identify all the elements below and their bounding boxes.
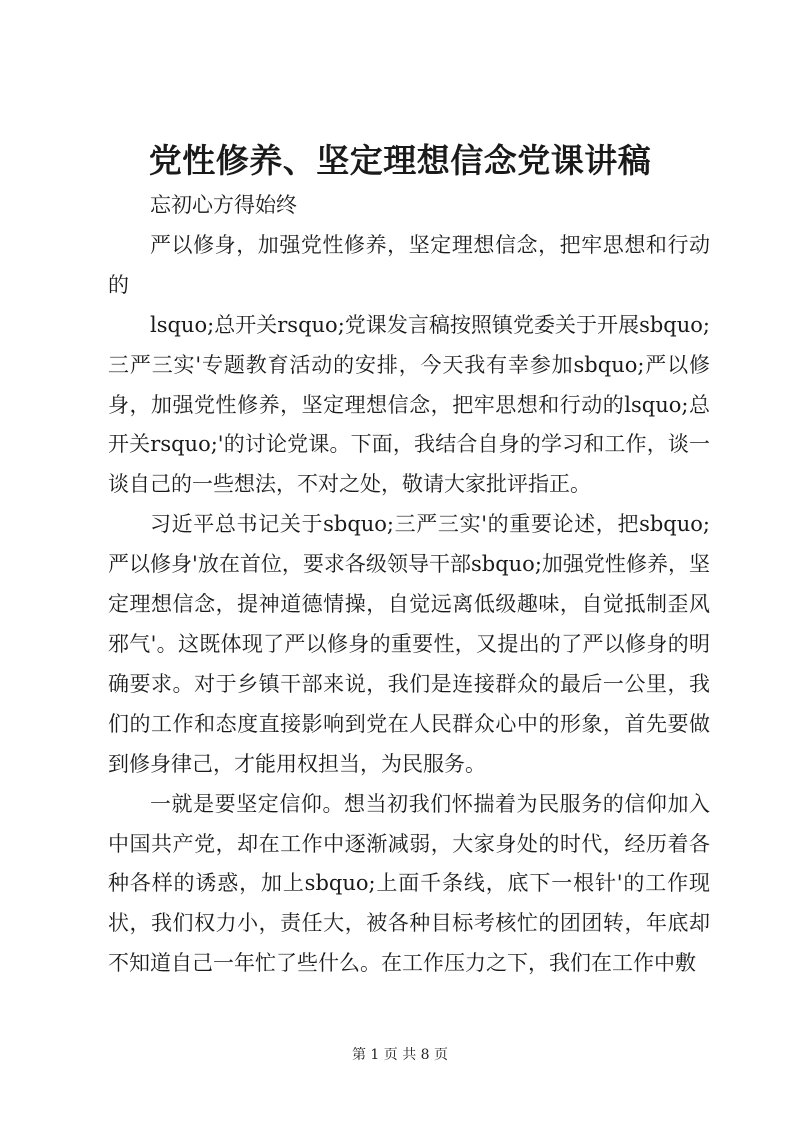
document-title: 党性修养、坚定理想信念党课讲稿 bbox=[148, 141, 652, 180]
paragraph: 习近平总书记关于sbquo;三严三实'的重要论述，把sbquo;严以修身'放在首位，要求各级领导干部sbquo;加强党性修养，坚定理想信念，提神道德情操，自觉远离低级趣味，自觉抵制歪风邪气'。这既体现了严以修身的重要性，又提出的了严以修身的明确要求。对于乡镇干部来说，我们是连接群众的最后一公里，我们的工作和态度直接影响到党在人民群众心中的形象，首先要做到修身律己，才能用权担当，为民服务。 bbox=[108, 512, 710, 776]
paragraph: 忘初心方得始终 bbox=[150, 193, 297, 217]
document-body bbox=[108, 186, 710, 984]
paragraph: 一就是要坚定信仰。想当初我们怀揣着为民服务的信仰加入中国共产党，却在工作中逐渐减弱，大家身处的时代，经历着各种各样的诱惑，加上sbquo;上面千条线，底下一根针'的工作现状，我们权力小，责任大，被各种目标考核忙的团团转，年底却不知道自己一年忙了些什么。在工作压力之下，我们在工作中敷 bbox=[108, 791, 710, 976]
paragraph: lsquo;总开关rsquo;党课发言稿按照镇党委关于开展sbquo;三严三实'专题教育活动的安排，今天我有幸参加sbquo;严以修身，加强党性修养，坚定理想信念，把牢思想和行动的lsquo;总开关rsquo;'的讨论党课。下面，我结合自身的学习和工作，谈一谈自己的一些想法，不对之处，敬请大家批评指正。 bbox=[108, 312, 710, 497]
page-footer: 第 1 页 共 8 页 bbox=[351, 1047, 449, 1063]
paragraph: 严以修身，加强党性修养，坚定理想信念，把牢思想和行动的 bbox=[108, 232, 710, 297]
